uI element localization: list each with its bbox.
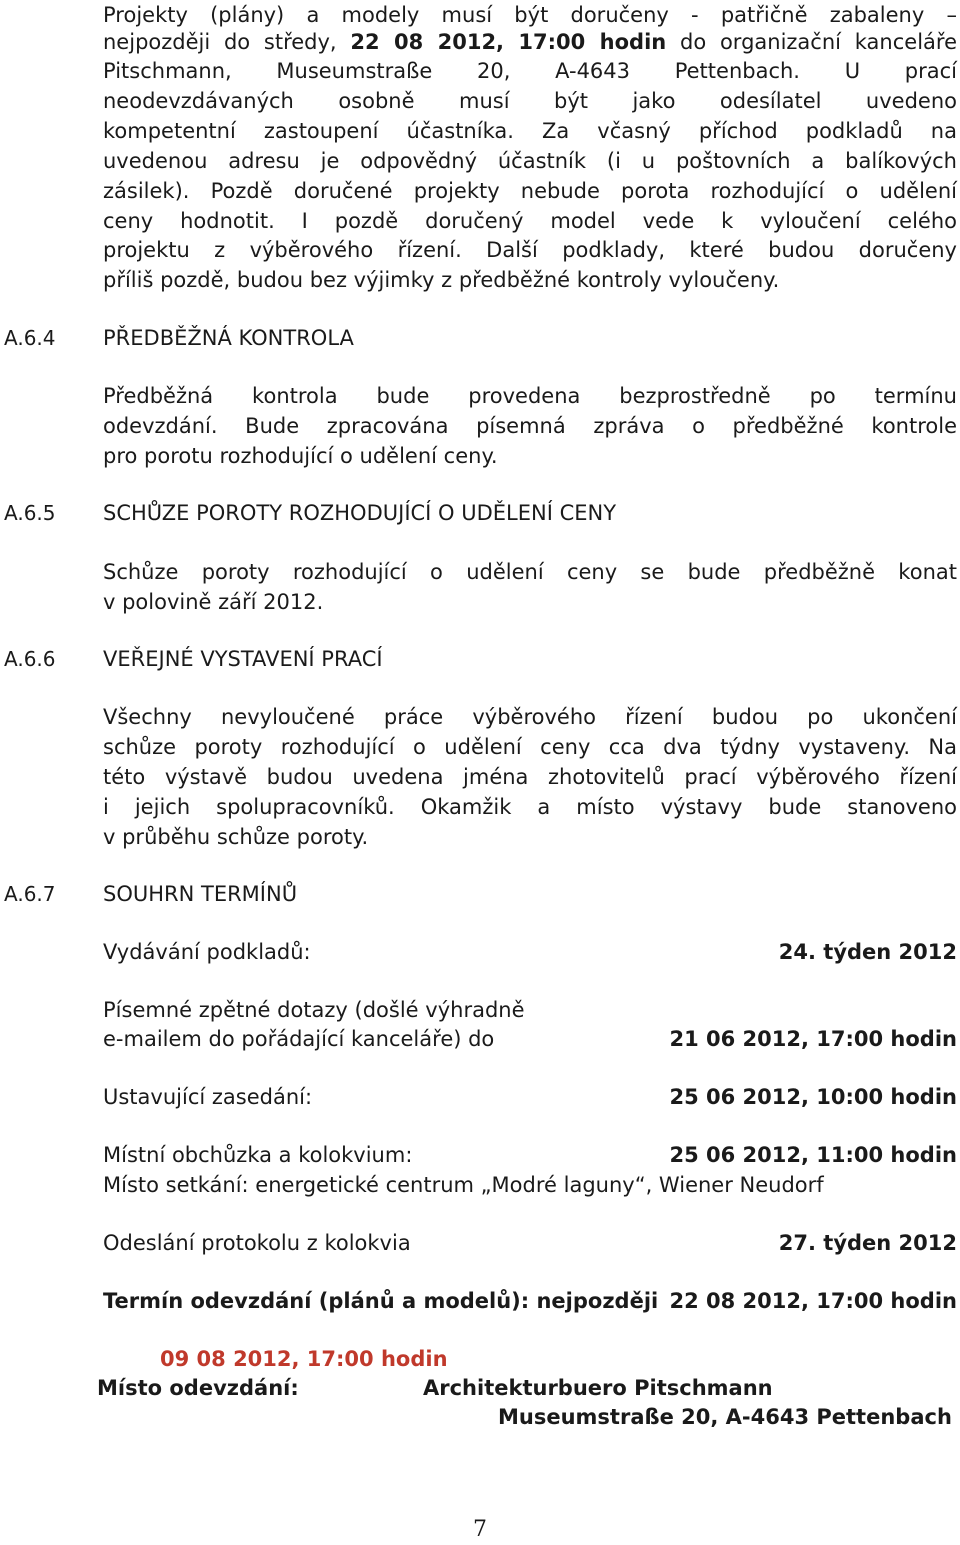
intro-text: do organizační kanceláře <box>666 30 957 54</box>
schedule-visit-place: Místo setkání: energetické centrum „Modré laguny“, Wiener Neudorf <box>103 1173 824 1197</box>
intro-line-9: projektu z výběrového řízení. Další podklady, které budou doručeny <box>103 238 957 262</box>
schedule-value-deadline: 22 08 2012, 17:00 hodin <box>669 1289 957 1313</box>
section-title: VEŘEJNÉ VYSTAVENÍ PRACÍ <box>103 647 383 671</box>
schedule-value-place-2: Museumstraße 20, A-4643 Pettenbach <box>498 1405 952 1429</box>
section-text: Schůze poroty rozhodující o udělení ceny se bude předběžně konat <box>103 560 957 584</box>
section-title: PŘEDBĚŽNÁ KONTROLA <box>103 326 354 350</box>
schedule-label-visit: Místní obchůzka a kolokvium: <box>103 1143 413 1167</box>
intro-line-10: příliš pozdě, budou bez výjimky z předběžné kontroly vyloučeny. <box>103 268 780 292</box>
section-text: v průběhu schůze poroty. <box>103 825 369 849</box>
intro-line-6: uvedenou adresu je odpovědný účastník (i u poštovních a balíkových <box>103 149 957 173</box>
section-text: Všechny nevyloučené práce výběrového řízení budou po ukončení <box>103 705 957 729</box>
schedule-label-questions-2: e-mailem do pořádající kanceláře) do <box>103 1027 495 1051</box>
schedule-value-visit: 25 06 2012, 11:00 hodin <box>669 1143 957 1167</box>
schedule-value-protocol: 27. týden 2012 <box>778 1231 957 1255</box>
section-text: odevzdání. Bude zpracována písemná zpráva o předběžné kontrole <box>103 414 957 438</box>
intro-line-3: Pitschmann, Museumstraße 20, A-4643 Pettenbach. U prací <box>103 59 957 83</box>
schedule-value-issue: 24. týden 2012 <box>778 940 957 964</box>
section-text: pro porotu rozhodující o udělení ceny. <box>103 444 498 468</box>
section-number: A.6.4 <box>4 326 56 350</box>
intro-line-1: Projekty (plány) a modely musí být doručeny - patřičně zabaleny – <box>103 3 957 27</box>
schedule-label-deadline: Termín odevzdání (plánů a modelů): nejpozději <box>103 1289 659 1313</box>
deadline-date: 22 08 2012, 17:00 hodin <box>350 30 667 54</box>
section-number: A.6.7 <box>4 882 56 906</box>
schedule-label-meeting: Ustavující zasedání: <box>103 1085 313 1109</box>
section-text: v polovině září 2012. <box>103 590 324 614</box>
schedule-label-protocol: Odeslání protokolu z kolokvia <box>103 1231 411 1255</box>
intro-line-8: ceny hodnotit. I pozdě doručený model vede k vyloučení celého <box>103 209 957 233</box>
section-title: SOUHRN TERMÍNŮ <box>103 882 298 906</box>
schedule-value-meeting: 25 06 2012, 10:00 hodin <box>669 1085 957 1109</box>
section-text: schůze poroty rozhodující o udělení ceny cca dva týdny vystaveny. Na <box>103 735 957 759</box>
intro-line-7: zásilek). Pozdě doručené projekty nebude porota rozhodující o udělení <box>103 179 957 203</box>
schedule-label-issue: Vydávání podkladů: <box>103 940 311 964</box>
schedule-label-questions: Písemné zpětné dotazy (došlé výhradně <box>103 998 525 1022</box>
schedule-label-place: Místo odevzdání: <box>97 1376 299 1400</box>
section-title: SCHŮZE POROTY ROZHODUJÍCÍ O UDĚLENÍ CENY <box>103 501 617 525</box>
intro-line-5: kompetentní zastoupení účastníka. Za včasný příchod podkladů na <box>103 119 957 143</box>
intro-line-2 <box>103 27 957 57</box>
deadline-red-date: 09 08 2012, 17:00 hodin <box>160 1347 448 1371</box>
section-number: A.6.5 <box>4 501 56 525</box>
page-number: 7 <box>473 1517 487 1542</box>
section-number: A.6.6 <box>4 647 56 671</box>
schedule-value-place-1: Architekturbuero Pitschmann <box>423 1376 773 1400</box>
schedule-value-questions: 21 06 2012, 17:00 hodin <box>669 1027 957 1051</box>
intro-line-4: neodevzdávaných osobně musí být jako odesílatel uvedeno <box>103 89 957 113</box>
section-text: i jejich spolupracovníků. Okamžik a místo výstavy bude stanoveno <box>103 795 957 819</box>
section-text: této výstavě budou uvedena jména zhotovitelů prací výběrového řízení <box>103 765 957 789</box>
intro-text: nejpozději do středy, <box>103 30 351 54</box>
section-text: Předběžná kontrola bude provedena bezprostředně po termínu <box>103 384 957 408</box>
